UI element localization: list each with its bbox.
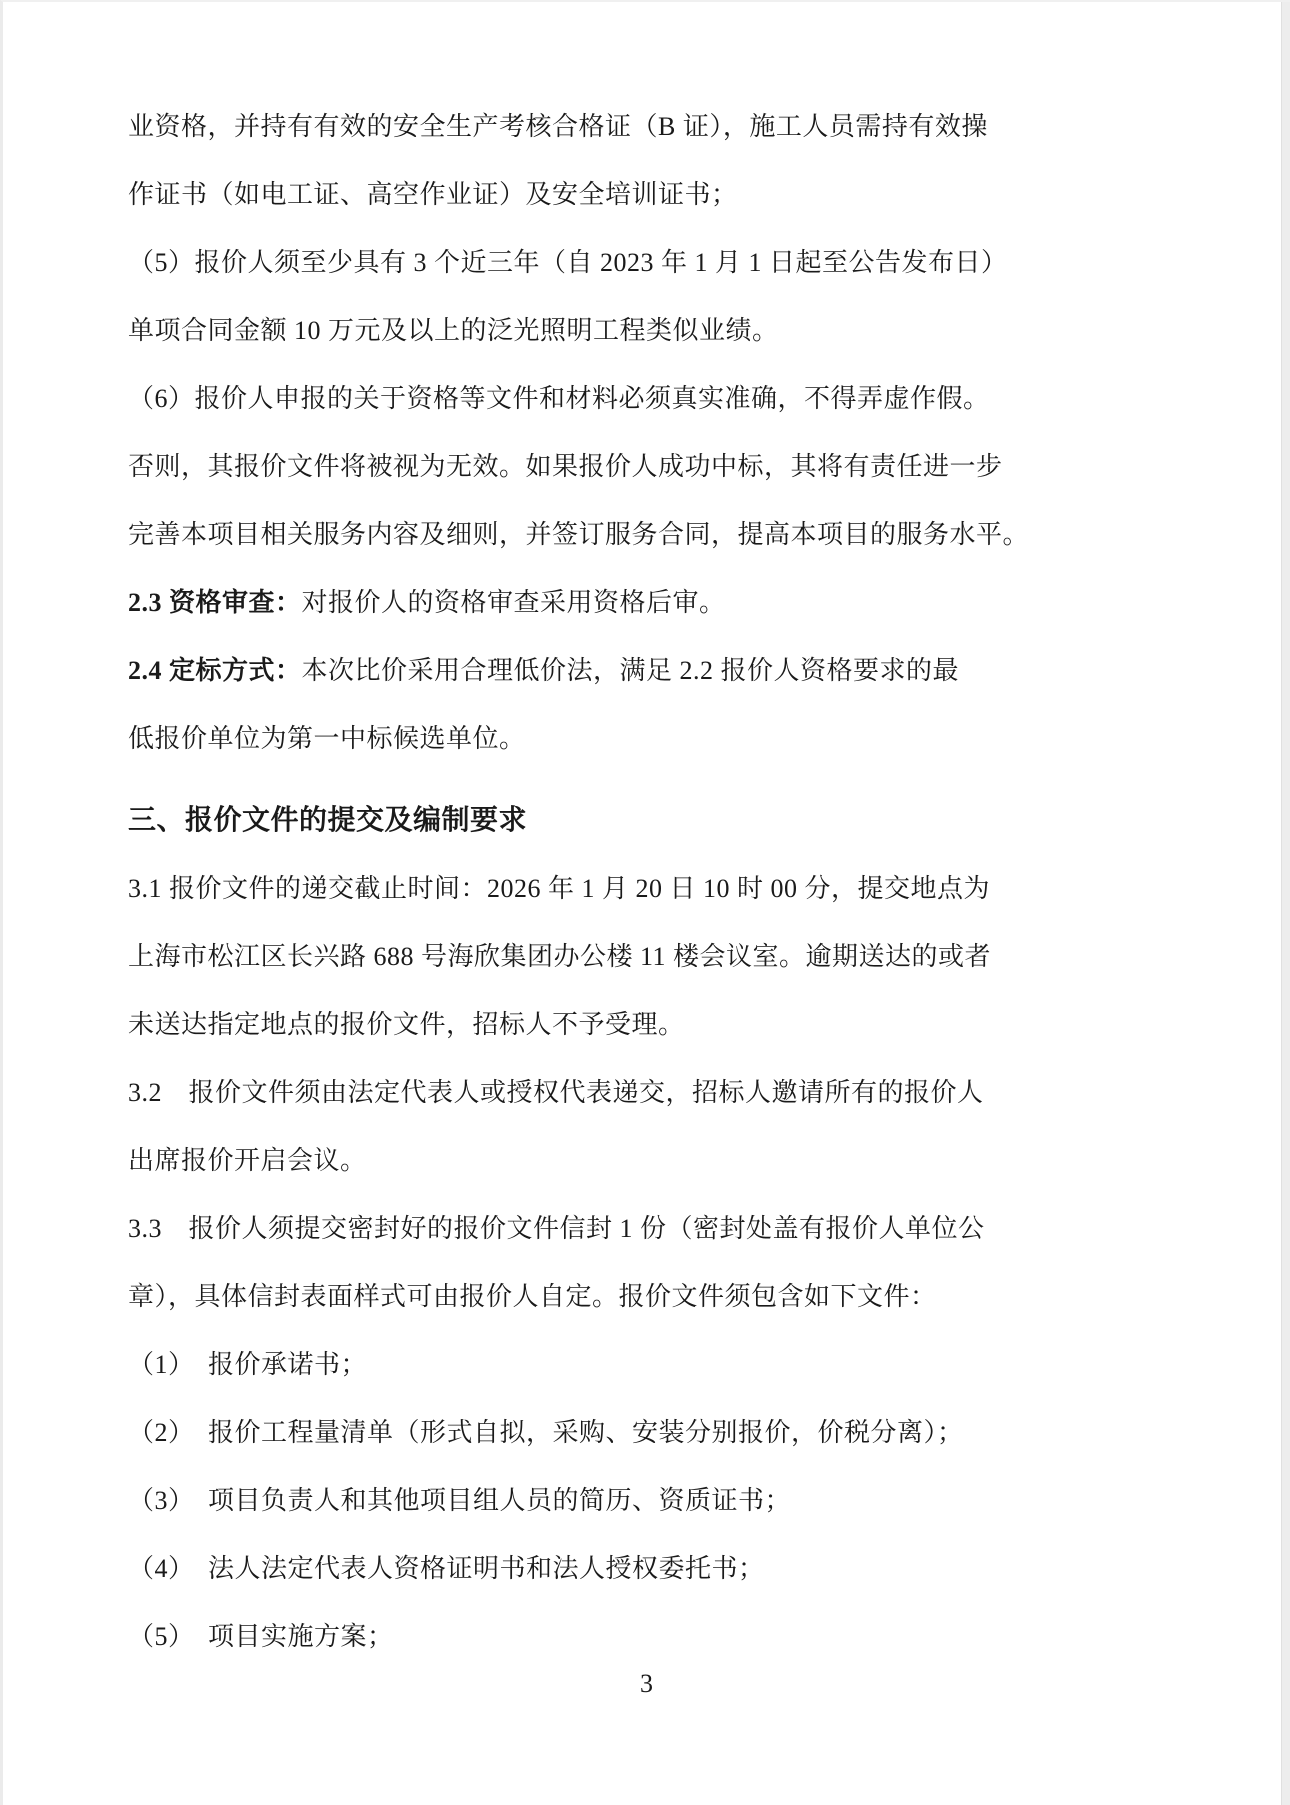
list-item-3 [128,1467,1008,1535]
document-body [128,93,1030,1671]
clause-3-1 [128,855,1008,923]
body-text-line [128,93,1008,161]
body-text-line [128,297,1008,365]
list-item-1 [128,1331,1008,1399]
line-text: （3） 项目负责人和其他项目组人员的简历、资质证书； [128,1486,792,1515]
line-text: 未送达指定地点的报价文件，招标人不予受理。 [128,1010,685,1039]
clause-2-2-item-5 [128,229,1008,297]
line-text: 对报价人的资格审查采用资格后审。 [301,588,726,617]
body-text-line [128,161,1008,229]
body-text-line [128,1127,1008,1195]
body-text-line [128,433,1008,501]
scrollbar-track[interactable] [1281,2,1290,1805]
list-item-5 [128,1603,1008,1671]
line-text: （2） 报价工程量清单（形式自拟，采购、安装分别报价，价税分离）； [128,1418,964,1447]
line-text: 3.1 报价文件的递交截止时间：2026 年 1 月 20 日 10 时 00 分，提交地点为 [128,874,991,903]
page-number: 3 [640,1669,653,1698]
section-heading-3 [128,787,1008,855]
line-text: 本次比价采用合理低价法，满足 2.2 报价人资格要求的最 [301,656,960,685]
clause-label: 2.4 定标方式： [128,656,302,685]
list-item-4 [128,1535,1008,1603]
clause-2-2-item-6 [128,365,1008,433]
line-text: 上海市松江区长兴路 688 号海欣集团办公楼 11 楼会议室。逾期送达的或者 [128,942,992,971]
line-text: 作证书（如电工证、高空作业证）及安全培训证书； [128,180,738,209]
line-text: 完善本项目相关服务内容及细则，并签订服务合同，提高本项目的服务水平。 [128,520,1030,549]
line-text: 章），具体信封表面样式可由报价人自定。报价文件须包含如下文件： [128,1282,937,1311]
line-text: 低报价单位为第一中标候选单位。 [128,724,526,753]
clause-label: 2.3 资格审查： [128,588,302,617]
line-text: （5）报价人须至少具有 3 个近三年（自 2023 年 1 月 1 日起至公告发布日） [128,248,1008,277]
line-text: 否则，其报价文件将被视为无效。如果报价人成功中标，其将有责任进一步 [128,452,1003,481]
line-text: 出席报价开启会议。 [128,1146,367,1175]
line-text: 3.2 报价文件须由法定代表人或授权代表递交，招标人邀请所有的报价人 [128,1078,984,1107]
clause-3-3 [128,1195,1008,1263]
body-text-line [128,991,1008,1059]
line-text: 3.3 报价人须提交密封好的报价文件信封 1 份（密封处盖有报价人单位公 [128,1214,985,1243]
body-text-line [128,923,1008,991]
clause-2-4 [128,637,1008,705]
heading-text: 三、报价文件的提交及编制要求 [128,805,528,836]
line-text: （4） 法人法定代表人资格证明书和法人授权委托书； [128,1554,765,1583]
line-text: （5） 项目实施方案； [128,1622,394,1651]
clause-2-3 [128,569,1008,637]
line-text: （6）报价人申报的关于资格等文件和材料必须真实准确，不得弄虚作假。 [128,384,990,413]
line-text: （1） 报价承诺书； [128,1350,368,1379]
body-text-line [128,501,1030,569]
body-text-line [128,1263,1008,1331]
list-item-2 [128,1399,1008,1467]
clause-3-2 [128,1059,1008,1127]
body-text-line [128,705,1008,773]
line-text: 业资格，并持有有效的安全生产考核合格证（B 证），施工人员需持有效操 [128,112,988,141]
line-text: 单项合同金额 10 万元及以上的泛光照明工程类似业绩。 [128,316,779,345]
